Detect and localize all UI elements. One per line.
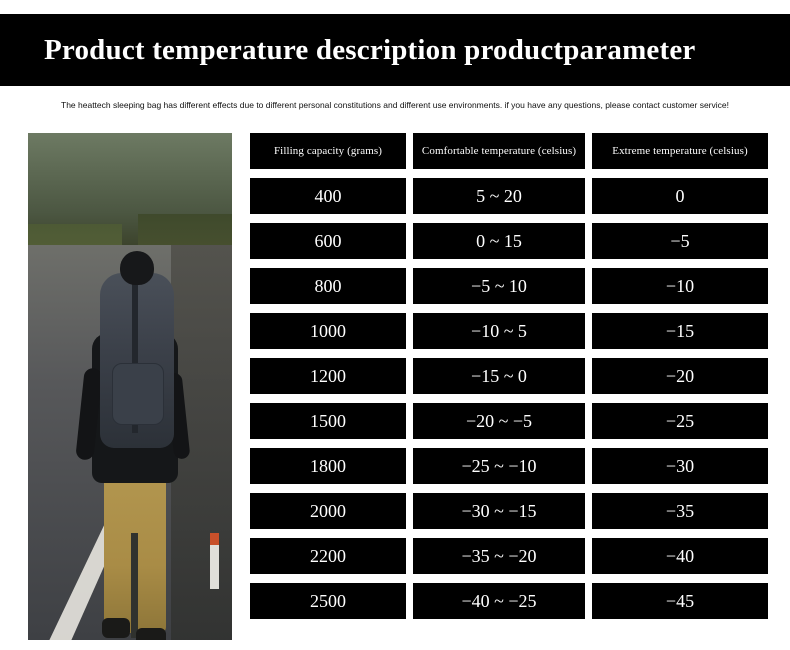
cell-comfortable-temperature: −35 ~ −20: [413, 538, 585, 574]
table-row: [250, 493, 768, 529]
cell-comfortable-temperature: 0 ~ 15: [413, 223, 585, 259]
photo-hiker-shoe-right: [136, 628, 166, 640]
cell-comfortable-temperature: −10 ~ 5: [413, 313, 585, 349]
product-photo: [28, 133, 232, 640]
photo-hiker-head: [120, 251, 154, 285]
cell-filling-capacity: 1500: [250, 403, 406, 439]
header-banner: [0, 14, 790, 86]
table-row: [250, 313, 768, 349]
cell-filling-capacity: 2500: [250, 583, 406, 619]
cell-comfortable-temperature: −15 ~ 0: [413, 358, 585, 394]
cell-extreme-temperature: −10: [592, 268, 768, 304]
photo-roadside-post-marker: [210, 533, 219, 545]
cell-filling-capacity: 400: [250, 178, 406, 214]
cell-extreme-temperature: −40: [592, 538, 768, 574]
cell-extreme-temperature: −25: [592, 403, 768, 439]
table-row: [250, 178, 768, 214]
photo-hiker-leg-gap: [131, 533, 138, 638]
cell-comfortable-temperature: −30 ~ −15: [413, 493, 585, 529]
cell-comfortable-temperature: 5 ~ 20: [413, 178, 585, 214]
table-row: [250, 538, 768, 574]
photo-backpack-pocket: [112, 363, 164, 425]
cell-extreme-temperature: −5: [592, 223, 768, 259]
column-header-comfortable-temperature: Comfortable temperature (celsius): [413, 133, 585, 169]
cell-comfortable-temperature: −40 ~ −25: [413, 583, 585, 619]
cell-comfortable-temperature: −20 ~ −5: [413, 403, 585, 439]
cell-filling-capacity: 2200: [250, 538, 406, 574]
cell-filling-capacity: 800: [250, 268, 406, 304]
cell-extreme-temperature: 0: [592, 178, 768, 214]
cell-filling-capacity: 600: [250, 223, 406, 259]
table-row: [250, 358, 768, 394]
cell-comfortable-temperature: −25 ~ −10: [413, 448, 585, 484]
table-row: [250, 583, 768, 619]
table-row: [250, 403, 768, 439]
page-title: Product temperature description productparameter: [44, 33, 696, 66]
cell-comfortable-temperature: −5 ~ 10: [413, 268, 585, 304]
cell-filling-capacity: 2000: [250, 493, 406, 529]
cell-filling-capacity: 1000: [250, 313, 406, 349]
column-header-filling-capacity: Filling capacity (grams): [250, 133, 406, 169]
table-row: [250, 448, 768, 484]
cell-extreme-temperature: −45: [592, 583, 768, 619]
disclaimer-note: The heattech sleeping bag has different effects due to different personal constitutions and different use environments. if you have any questions, please contact customer service!: [61, 100, 729, 110]
cell-extreme-temperature: −20: [592, 358, 768, 394]
cell-filling-capacity: 1200: [250, 358, 406, 394]
table-row: [250, 223, 768, 259]
photo-hiker-shoe-left: [102, 618, 130, 638]
table-header-row: [250, 133, 768, 169]
cell-extreme-temperature: −15: [592, 313, 768, 349]
column-header-extreme-temperature: Extreme temperature (celsius): [592, 133, 768, 169]
temperature-table: [250, 133, 768, 628]
cell-filling-capacity: 1800: [250, 448, 406, 484]
cell-extreme-temperature: −30: [592, 448, 768, 484]
cell-extreme-temperature: −35: [592, 493, 768, 529]
table-row: [250, 268, 768, 304]
